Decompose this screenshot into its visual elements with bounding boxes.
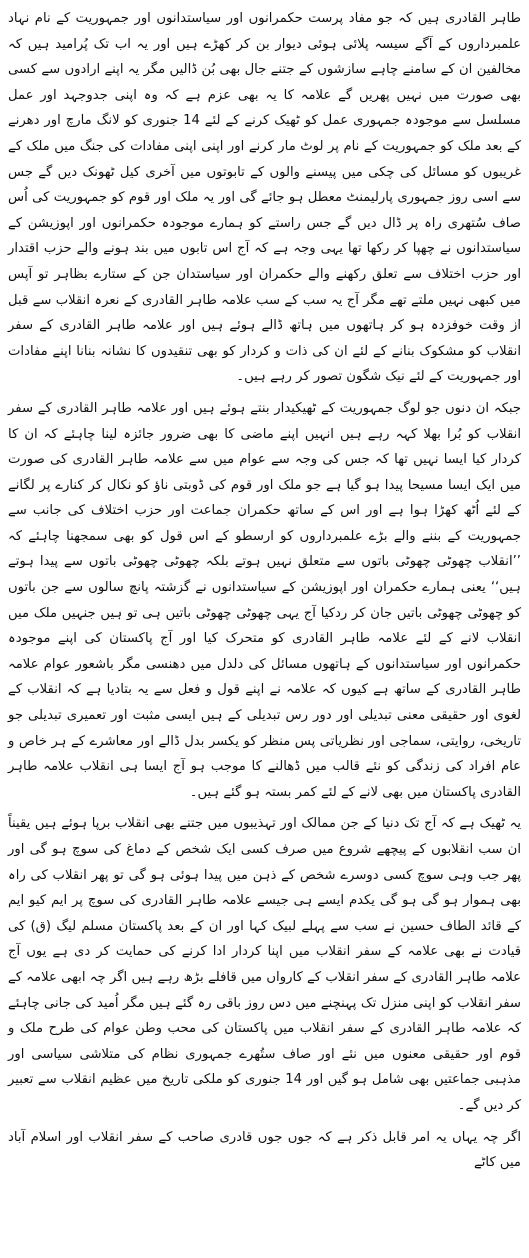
article-paragraph-4: اگر چہ یہاں یہ امر قابل ذکر ہے کہ جوں جوں قادری صاحب کے سفر انقلاب اور اسلام آباد میں کاٹے — [8, 1129, 521, 1171]
article-paragraph-1: طاہر القادری ہیں کہ جو مفاد پرست حکمرانوں اور سیاستدانوں اور جمہوریت کے نام نہاد علمبرداروں کے آگے سیسہ پلائی ہوئی دیوار بن کر کھڑے ہیں اور یہ اب تک پُرامید ہیں کہ مخالفین ان کے سامنے چاہے سازشوں کے جتنے جال بھی بُن ڈالیں مگر یہ اپنے ارادوں سے کسی بھی صورت میں نہیں پھریں گے علامہ کا یہ بھی عزم ہے کہ وہ اپنی جدوجہد اور عمل مسلسل سے موجودہ جمہوری عمل کو ٹھیک کرنے کے لئے 14 جنوری کو لانگ مارچ اور دھرنے کے بعد ملک کو جمہوریت کے نام پر لوٹ مار کرنے اور اپنی اپنی مفادات کی جنگ میں ملک کے غریبوں کو مسائل کی چکی میں پیسنے والوں کے تابوتوں میں آخری کیل ٹھونک دیں گے جس سے اسی روز جمہوری پارلیمنٹ معطل ہو جائے گی اور یہ ملک اور قوم کو جمہوریت کی اُس صاف سُتھری راہ پر ڈال دیں گے جس راستے کو ہمارے موجودہ حکمرانوں اور اپوزیشن کے سیاستدانوں نے چھپا کر رکھا تھا یہی وجہ ہے کہ آج اس تابوں میں بند ہونے والے حزب اقتدار اور حزب اختلاف سے تعلق رکھنے والے حکمران اور سیاستدان جن کے ستارے بظاہر تو آپس میں کبھی نہیں ملتے تھے مگر آج یہ سب کے سب علامہ طاہر القادری کے نعرہ انقلاب سے قبل از وقت خوفزدہ ہو کر ہاتھوں میں ہاتھ ڈالے ہوئے ہیں اور علامہ طاہر القادری کے سفر انقلاب کو مشکوک بنانے کے لئے ان کی ذات و کردار کو بھی تنقیدوں کا نشانہ بنانا اپنے مفادات اور جمہوریت کے لئے نیک شگون تصور کر رہے ہیں۔ — [8, 11, 521, 385]
article-paragraph-3: یہ ٹھیک ہے کہ آج تک دنیا کے جن ممالک اور تہذیبوں میں جتنے بھی انقلاب برپا ہوئے ہیں یقیناً ان سب انقلابوں کے پیچھے شروع میں صرف کسی ایک شخص کے دماغ کی سوچ ہو گی اور پھر جب وہی سوچ کسی دوسرے شخص کے ذہن میں پیدا ہوئی ہو گی تو پھر انقلاب کی راہ بھی ہموار ہو گی ہو گی یکدم ایسے ہی جیسے علامہ طاہر القادری کی سوچ پر ایم کیو ایم کے قائد الطاف حسین نے سب سے پہلے لبیک کہا اور ان کے بعد پاکستان مسلم لیگ (ق) کی قیادت نے بھی علامہ کے سفر انقلاب میں اپنا کردار ادا کرنے کی حمایت کر دی ہے یوں آج علامہ طاہر القادری کے سفر انقلاب کے کارواں میں قافلے بڑھ رہے ہیں اگر چہ ابھی علامہ کے سفر انقلاب کو اپنی منزل تک پہنچنے میں دس روز باقی رہ گئے ہیں مگر اُمید کی جانی چاہئے کہ علامہ طاہر القادری کے سفر انقلاب میں پاکستان کی محب وطن عوام کی طرح ملک و قوم اور حقیقی معنوں میں نئے اور صاف ستُھرے جمہوری نظام کی متلاشی سیاسی اور مذہبی جماعتیں بھی شامل ہو گیں اور 14 جنوری کو ملکی تاریخ میں عظیم انقلاب سے تعبیر کر دیں گے۔ — [8, 816, 521, 1113]
article-paragraph-2: جبکہ ان دنوں جو لوگ جمہوریت کے ٹھیکیدار بنتے ہوئے ہیں اور علامہ طاہر القادری کے سفر انقلاب کو بُرا بھلا کہہ رہے ہیں انہیں اپنے ماضی کا بھی ضرور جائزہ لینا چاہئے کہ ان کا کردار کیا ایسا نہیں تھا کہ جس کی وجہ سے عوام میں سے علامہ طاہر القادری کی صورت میں ایک ایسا مسیحا پیدا ہو گیا ہے جو ملک اور قوم کی ڈوبتی ناؤ کو نکال کر کنارے پر لگانے کے لئے اُٹھ کھڑا ہوا ہے اور اس کے ساتھ حکمران جماعت اور حزب اختلاف کی جانب سے جمہوریت کے بننے والے بڑے علمبرداروں کو ارسطو کے اس قول کو بھی سمجھنا چاہئے کہ ’’انقلاب چھوٹی چھوٹی باتوں سے متعلق نہیں ہوتے بلکہ چھوٹی چھوٹی باتوں سے پیدا ہوتے ہیں‘‘ یعنی ہمارے حکمران اور اپوزیشن کے سیاستدانوں نے گزشتہ پانچ سالوں سے جن باتوں کو چھوٹی چھوٹی باتیں جان کر ردکیا آج یہی چھوٹی چھوٹی باتیں ہی تو ہیں جنہیں ملک میں انقلاب لانے کے لئے علامہ طاہر القادری کو متحرک کیا اور آج پاکستان کی اپنے موجودہ حکمرانوں اور سیاستدانوں کے ہاتھوں مسائل کی دلدل میں دھنسی مگر باشعور عوام علامہ طاہر القادری کے ساتھ ہے کیوں کہ علامہ نے اپنے قول و فعل سے یہ بتادیا ہے کہ انقلاب کے لغوی اور حقیقی معنی تبدیلی اور دور رس تبدیلی کے ہیں ایسی مثبت اور تعمیری تبدیلی جو تاریخی، روایتی، سماجی اور نظریاتی پس منظر کو یکسر بدل ڈالے اور معاشرے کے ہر خاص و عام افراد کی زندگی کو نئے قالب میں ڈھالنے کا موجب ہو آج ایسا ہی انقلاب علامہ طاہر القادری پاکستان میں بھی لانے کے لئے کمر بستہ ہو گئے ہیں۔ — [8, 400, 521, 800]
